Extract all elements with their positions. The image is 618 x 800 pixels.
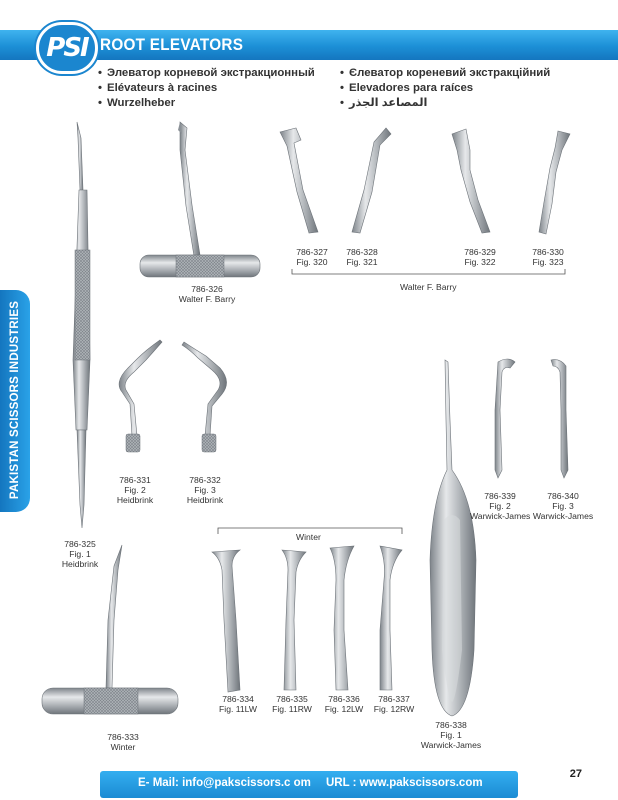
instrument-786-328 [352,128,391,233]
caption-786-326: 786-326 Walter F. Barry [178,284,236,304]
caption-786-337: 786-337 Fig. 12RW [373,694,415,714]
caption-786-331: 786-331 Fig. 2 Heidbrink [116,475,154,505]
subtitle-russian: • Элеватор корневой экстракционный [98,66,315,81]
instrument-786-329 [452,129,490,233]
subtitle-french: • Elévateurs à racines [98,81,315,96]
subtitle-ukrainian: • Єлеватор кореневий экстракційний [340,66,550,81]
instrument-786-326 [140,122,260,277]
side-tab-label: PAKISTAN SCISSORS INDUSTRIES [9,300,21,500]
instrument-786-340 [551,360,568,478]
instrument-786-330 [539,131,570,234]
caption-786-327: 786-327 Fig. 320 [296,247,328,267]
page-title: ROOT ELEVATORS [100,35,244,54]
instrument-786-338 [430,360,476,716]
walter-bracket-label: Walter F. Barry [400,282,457,292]
caption-786-332: 786-332 Fig. 3 Heidbrink [186,475,224,505]
subtitle-arabic: • المصاعد الجذر [340,96,550,111]
caption-786-335: 786-335 Fig. 11RW [272,694,312,714]
subtitle-spanish: • Elevadores para raíces [340,81,550,96]
caption-786-336: 786-336 Fig. 12LW [324,694,364,714]
walter-bracket [292,269,565,274]
instrument-786-339 [495,359,515,478]
instrument-786-332 [182,342,227,452]
instrument-786-327 [280,128,318,233]
footer-bar [100,771,518,798]
caption-786-330: 786-330 Fig. 323 [532,247,564,267]
psi-logo: PSI [36,22,98,74]
winter-bracket-label: Winter [296,532,321,542]
instrument-786-336 [330,546,354,690]
instrument-786-325 [73,122,90,528]
subtitle-german: • Wurzelheber [98,96,315,111]
instrument-786-333 [42,545,178,714]
caption-786-329: 786-329 Fig. 322 [464,247,496,267]
caption-786-333: 786-333 Winter [107,732,139,752]
caption-786-338: 786-338 Fig. 1 Warwick-James [420,720,482,750]
caption-786-340: 786-340 Fig. 3 Warwick-James [532,491,594,521]
instrument-786-331 [119,340,162,452]
instrument-786-334 [212,550,240,692]
instrument-786-335 [282,550,306,690]
caption-786-334: 786-334 Fig. 11LW [219,694,257,714]
footer-email[interactable]: E- Mail: info@pakscissors.c om [138,777,311,789]
caption-786-328: 786-328 Fig. 321 [346,247,378,267]
caption-786-339: 786-339 Fig. 2 Warwick-James [470,491,531,521]
instrument-786-337 [380,546,402,690]
caption-786-325: 786-325 Fig. 1 Heidbrink [61,539,99,569]
page-number: 27 [569,768,582,780]
footer-url[interactable]: URL : www.pakscissors.com [326,777,483,789]
